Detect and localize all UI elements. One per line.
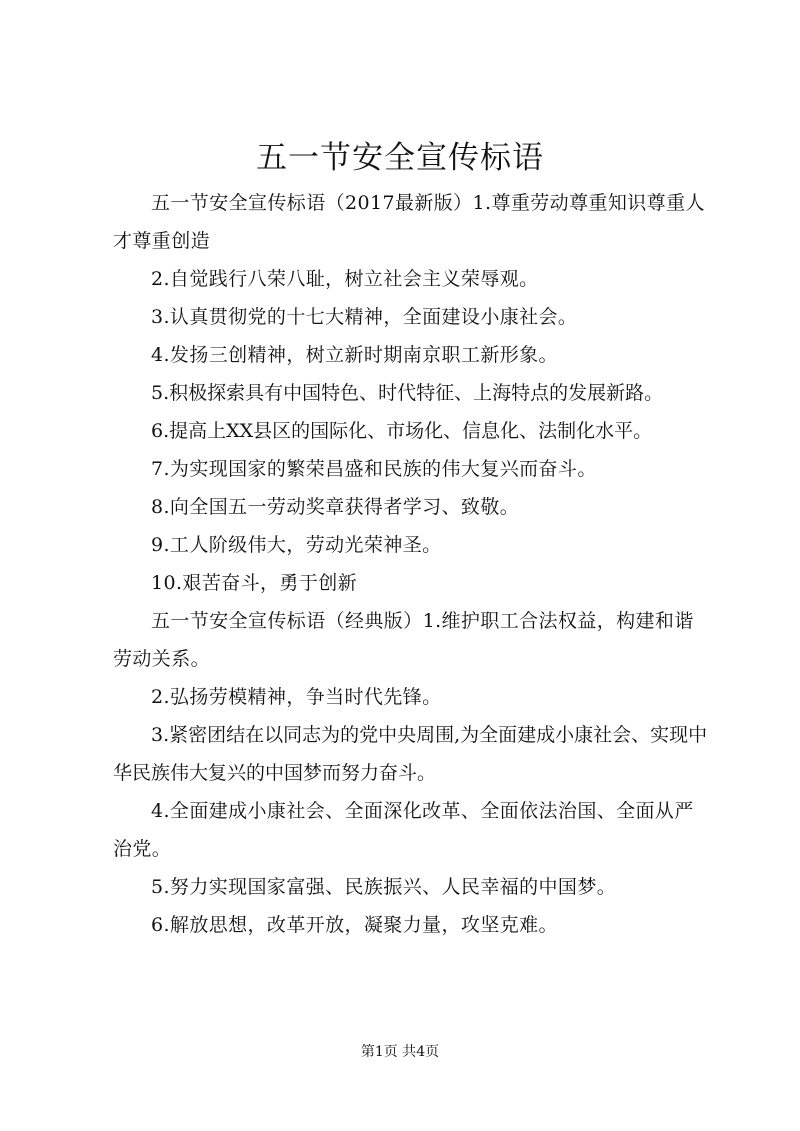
paragraph: 5.积极探索具有中国特色、时代特征、上海特点的发展新路。 (151, 382, 664, 404)
document-body (113, 184, 713, 944)
paragraph: 6.提高上XX县区的国际化、市场化、信息化、法制化水平。 (151, 420, 653, 442)
paragraph: 2.弘扬劳模精神，争当时代先锋。 (151, 686, 442, 708)
page-footer (0, 1042, 800, 1062)
document-title: 五一节安全宣传标语 (256, 140, 544, 176)
paragraph: 10.艰苦奋斗，勇于创新 (151, 572, 358, 594)
paragraph: 5.努力实现国家富强、民族振兴、人民幸福的中国梦。 (151, 876, 617, 898)
paragraph: 8.向全国五一劳动奖章获得者学习、致敬。 (151, 496, 520, 518)
paragraph: 4.发扬三创精神，树立新时期南京职工新形象。 (151, 344, 558, 366)
paragraph: 五一节安全宣传标语（经典版）1.维护职工合法权益，构建和谐劳动关系。 (113, 610, 694, 670)
paragraph: 2.自觉践行八荣八耻，树立社会主义荣辱观。 (151, 268, 539, 290)
paragraph: 3.紧密团结在以同志为的党中央周围,为全面建成小康社会、实现中华民族伟大复兴的中国梦而努力奋斗。 (113, 724, 708, 784)
paragraph: 五一节安全宣传标语（2017最新版）1.尊重劳动尊重知识尊重人才尊重创造 (113, 192, 705, 252)
paragraph: 3.认真贯彻党的十七大精神，全面建设小康社会。 (151, 306, 578, 328)
paragraph: 9.工人阶级伟大，劳动光荣神圣。 (151, 534, 442, 556)
page-number: 第1页 (360, 1044, 398, 1060)
page-total: 共4页 (402, 1044, 440, 1060)
paragraph: 4.全面建成小康社会、全面深化改革、全面依法治国、全面从严治党。 (113, 800, 694, 860)
paragraph: 7.为实现国家的繁荣昌盛和民族的伟大复兴而奋斗。 (151, 458, 597, 480)
paragraph: 6.解放思想，改革开放，凝聚力量，攻坚克难。 (151, 914, 558, 936)
